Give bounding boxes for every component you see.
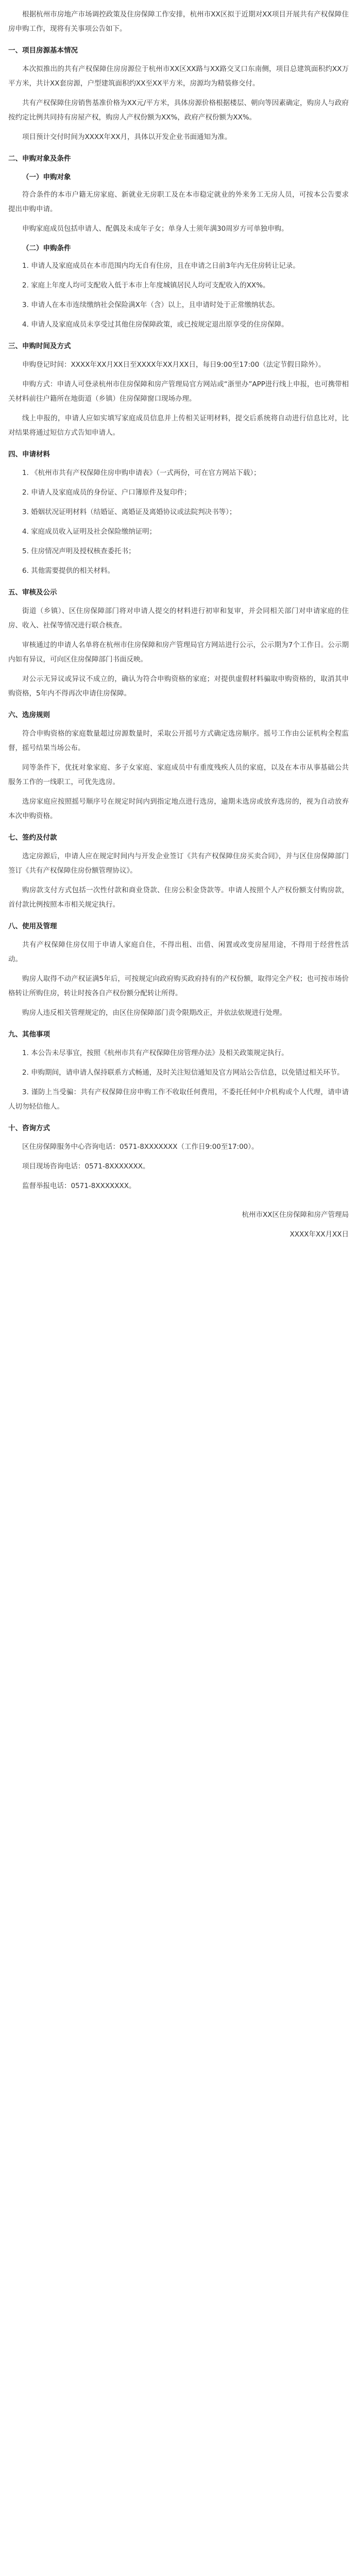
section-paragraph: 项目现场咨询电话：0571-8XXXXXXX。 (22, 1162, 150, 1171)
section-paragraph: 购房人违反相关管理规定的，由区住房保障部门责令限期改正，并依法依规进行处理。 (22, 1009, 286, 1017)
section-paragraph: 1. 本公告未尽事宜，按照《杭州市共有产权保障住房管理办法》及相关政策规定执行。 (22, 1049, 288, 1057)
section-paragraph: 购房人取得不动产权证满5年后，可按规定向政府购买政府持有的产权份额，取得完全产权；也可按市场价格转让所购住房，转让时按各自产权份额分配转让所得。 (8, 975, 349, 997)
section-heading: 十、咨询方式 (8, 1124, 50, 1132)
section-paragraph: 购房款支付方式包括一次性付款和商业贷款、住房公积金贷款等。申请人按照个人产权份额支付购房款，首付款比例按照本市相关规定执行。 (8, 886, 349, 909)
section-paragraph: 审核通过的申请人名单将在杭州市住房保障和房产管理局官方网站进行公示，公示期为7个工作日。公示期内如有异议，可向区住房保障部门书面反映。 (8, 641, 349, 664)
section-paragraph: 对公示无异议或异议不成立的，确认为符合申购资格的家庭；对提供虚假材料骗取申购资格的，取消其申购资格，5年内不得再次申请住房保障。 (8, 675, 349, 698)
subsection-heading: （一）申购对象 (22, 173, 71, 181)
section-paragraph: 2. 申购期间，请申请人保持联系方式畅通，及时关注短信通知及官方网站公告信息，以免错过相关环节。 (22, 1069, 344, 1077)
section-paragraph: 符合申购资格的家庭数量超过房源数量时，采取公开摇号方式确定选房顺序。摇号工作由公证机构全程监督，摇号结果当场公布。 (8, 730, 349, 752)
section-heading: 二、申购对象及条件 (8, 155, 71, 163)
subsection-paragraph: 2. 家庭上年度人均可支配收入低于本市上年度城镇居民人均可支配收入的XX%。 (22, 281, 270, 290)
intro-paragraph: 根据杭州市房地产市场调控政策及住房保障工作安排，杭州市XX区拟于近期对XX项目开展共有产权保障住房申购工作，现将有关事项公告如下。 (8, 10, 349, 33)
section-paragraph: 2. 申请人及家庭成员的身份证、户口簿原件及复印件； (22, 488, 191, 497)
footer-org: 杭州市XX区住房保障和房产管理局 (242, 1211, 349, 1219)
section-paragraph: 共有产权保障住房销售基准价格为XX元/平方米，具体房源价格根据楼层、朝向等因素确定，购房人与政府按约定比例共同持有房屋产权，购房人产权份额为XX%，政府产权份额为XX%。 (8, 99, 349, 122)
section-heading: 五、审核及公示 (8, 588, 57, 597)
section-paragraph: 申购方式：申请人可登录杭州市住房保障和房产管理局官方网站或“浙里办”APP进行线上申报，也可携带相关材料前往户籍所在地街道（乡镇）住房保障窗口现场办理。 (8, 380, 349, 403)
section-heading: 一、项目房源基本情况 (8, 46, 78, 55)
section-paragraph: 5. 住房情况声明及授权核查委托书； (22, 547, 135, 555)
spacer (8, 1198, 349, 1208)
section-paragraph: 申购登记时间：XXXX年XX月XX日至XXXX年XX月XX日，每日9:00至17:00（法定节假日除外）。 (22, 361, 326, 369)
subsection-paragraph: 符合条件的本市户籍无房家庭、新就业无房职工及在本市稳定就业的外来务工无房人员，可按本公告要求提出申购申请。 (8, 191, 349, 213)
section-heading: 八、使用及管理 (8, 922, 57, 930)
sections-container (8, 43, 349, 1193)
section-paragraph: 共有产权保障住房仅用于申请人家庭自住，不得出租、出借、闲置或改变房屋用途，不得用于经营性活动。 (8, 941, 349, 963)
section-paragraph: 项目预计交付时间为XXXX年XX月，具体以开发企业书面通知为准。 (22, 133, 232, 141)
section-paragraph: 6. 其他需要提供的相关材料。 (22, 567, 115, 575)
section-paragraph: 同等条件下，优抚对象家庭、多子女家庭、家庭成员中有重度残疾人员的家庭，以及在本市从事基础公共服务工作的一线职工，可优先选房。 (8, 764, 349, 786)
announcement-document (8, 7, 349, 1242)
section-paragraph: 本次拟推出的共有产权保障住房房源位于杭州市XX区XX路与XX路交叉口东南侧，项目总建筑面积约XX万平方米，共计XX套房源，户型建筑面积约XX至XX平方米，房源均为精装修交付。 (8, 65, 349, 88)
section-paragraph: 3. 婚姻状况证明材料（结婚证、离婚证及离婚协议或法院判决书等）； (22, 508, 236, 516)
section-heading: 七、签约及付款 (8, 834, 57, 842)
section-paragraph: 监督举报电话：0571-8XXXXXXX。 (22, 1182, 136, 1190)
section-paragraph: 4. 家庭成员收入证明及社会保险缴纳证明； (22, 528, 157, 536)
subsection-paragraph: 申购家庭成员包括申请人、配偶及未成年子女；单身人士须年满30周岁方可单独申购。 (22, 225, 288, 233)
section-paragraph: 线上申报的，申请人应如实填写家庭成员信息并上传相关证明材料，提交后系统将自动进行信息比对，比对结果将通过短信方式告知申请人。 (8, 414, 349, 437)
section-paragraph: 3. 谨防上当受骗：共有产权保障住房申购工作不收取任何费用，不委托任何中介机构或个人代理，请申请人切勿轻信他人。 (8, 1088, 349, 1111)
section-heading: 四、申请材料 (8, 450, 50, 459)
subsection-heading: （二）申购条件 (22, 244, 71, 252)
section-heading: 三、申购时间及方式 (8, 342, 71, 350)
section-paragraph: 选房家庭应按照摇号顺序号在规定时间内到指定地点进行选房，逾期未选房或放弃选房的，视为自动放弃本次申购资格。 (8, 798, 349, 820)
subsection-paragraph: 4. 申请人及家庭成员未享受过其他住房保障政策，或已按规定退出原享受的住房保障。 (22, 320, 288, 329)
section-paragraph: 街道（乡镇）、区住房保障部门将对申请人提交的材料进行初审和复审，并会同相关部门对申请家庭的住房、收入、社保等情况进行联合核查。 (8, 607, 349, 630)
subsection-paragraph: 3. 申请人在本市连续缴纳社会保险满X年（含）以上，且申请时处于正常缴纳状态。 (22, 301, 279, 309)
section-heading: 六、选房规则 (8, 711, 50, 719)
subsection-paragraph: 1. 申请人及家庭成员在本市范围内均无自有住房，且在申请之日前3年内无住房转让记录。 (22, 262, 300, 270)
section-paragraph: 1. 《杭州市共有产权保障住房申购申请表》（一式两份，可在官方网站下载）； (22, 469, 261, 477)
section-heading: 九、其他事项 (8, 1030, 50, 1039)
footer-date: XXXX年XX月XX日 (290, 1230, 349, 1239)
section-paragraph: 区住房保障服务中心咨询电话：0571-8XXXXXXX（工作日9:00至17:00）。 (22, 1143, 259, 1151)
section-paragraph: 选定房源后，申请人应在规定时间内与开发企业签订《共有产权保障住房买卖合同》，并与区住房保障部门签订《共有产权保障住房份额管理协议》。 (8, 852, 349, 875)
